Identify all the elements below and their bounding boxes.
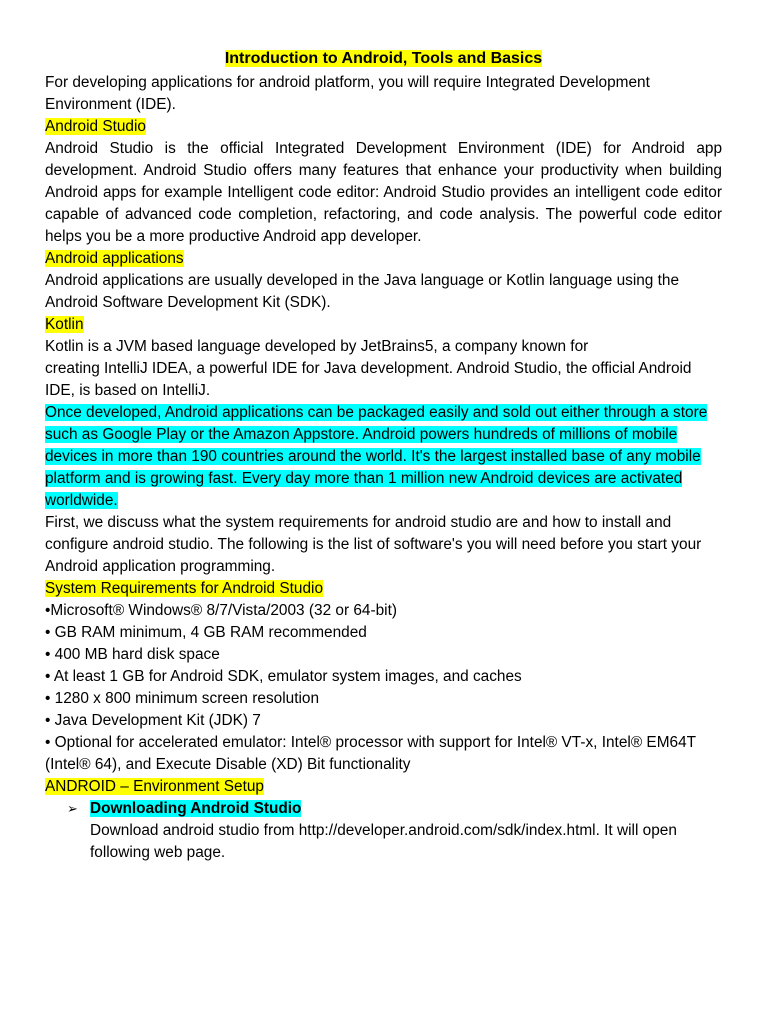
list-item: • Optional for accelerated emulator: Intel® processor with support for Intel® VT-x, Intel® EM64T (Intel® 64), and Execute Disable (XD) Bit functionality <box>45 734 696 773</box>
intro-paragraph: For developing applications for android platform, you will require Integrated Development Environment (IDE). <box>45 74 650 113</box>
list-item: •Microsoft® Windows® 8/7/Vista/2003 (32 or 64-bit) <box>45 602 397 619</box>
kotlin-heading-text: Kotlin <box>45 316 84 333</box>
downloading-android-studio-heading-text: Downloading Android Studio <box>90 800 302 817</box>
system-requirements-list <box>45 600 722 776</box>
list-item: • At least 1 GB for Android SDK, emulator system images, and caches <box>45 668 522 685</box>
highlight-paragraph-text: Once developed, Android applications can be packaged easily and sold out either through a store such as Google Play or the Amazon Appstore. Android powers hundreds of millions of mobile devices in more than 190 countries around the world. It's the largest installed base of any mobile platform and is growing fast. Every day more than 1 million new Android devices are activated worldwide. <box>45 404 708 509</box>
highlight-paragraph <box>45 402 722 512</box>
kotlin-paragraph-line1: Kotlin is a JVM based language developed by JetBrains5, a company known for <box>45 338 589 355</box>
android-applications-paragraph: Android applications are usually developed in the Java language or Kotlin language using the Android Software Development Kit (SDK). <box>45 272 680 311</box>
android-applications-heading-text: Android applications <box>45 250 184 267</box>
android-studio-heading-text: Android Studio <box>45 118 146 135</box>
arrow-bullet-icon: ➢ <box>67 801 78 816</box>
downloading-android-studio-paragraph: Download android studio from http://developer.android.com/sdk/index.html. It will open following web page. <box>90 822 677 861</box>
android-studio-heading <box>45 116 722 138</box>
first-paragraph: First, we discuss what the system requirements for android studio are and how to install and configure android studio. The following is the list of software's you will need before you start your Android application programming. <box>45 514 702 575</box>
kotlin-paragraph-line2: creating IntelliJ IDEA, a powerful IDE for Java development. Android Studio, the official Android IDE, is based on IntelliJ. <box>45 360 692 399</box>
android-applications-heading <box>45 248 722 270</box>
document-content <box>45 47 722 864</box>
environment-setup-heading <box>45 776 722 798</box>
system-requirements-heading <box>45 578 722 600</box>
list-item: • GB RAM minimum, 4 GB RAM recommended <box>45 624 367 641</box>
environment-setup-heading-text: ANDROID – Environment Setup <box>45 778 264 795</box>
list-item: • Java Development Kit (JDK) 7 <box>45 712 261 729</box>
downloading-android-studio-item <box>45 798 722 864</box>
downloading-android-studio-heading <box>90 798 722 820</box>
kotlin-heading <box>45 314 722 336</box>
android-studio-paragraph: Android Studio is the official Integrated Development Environment (IDE) for Android app development. Android Studio offers many features that enhance your productivity when building Android apps for example Intelligent code editor: Android Studio provides an intelligent code editor capable of advanced code completion, refactoring, and code analysis. The powerful code editor helps you be a more productive Android app developer. <box>45 140 722 245</box>
document-title-text: Introduction to Android, Tools and Basics <box>224 50 543 67</box>
document-title <box>45 47 722 71</box>
list-item: • 1280 x 800 minimum screen resolution <box>45 690 320 707</box>
list-item: • 400 MB hard disk space <box>45 646 220 663</box>
system-requirements-heading-text: System Requirements for Android Studio <box>45 580 324 597</box>
